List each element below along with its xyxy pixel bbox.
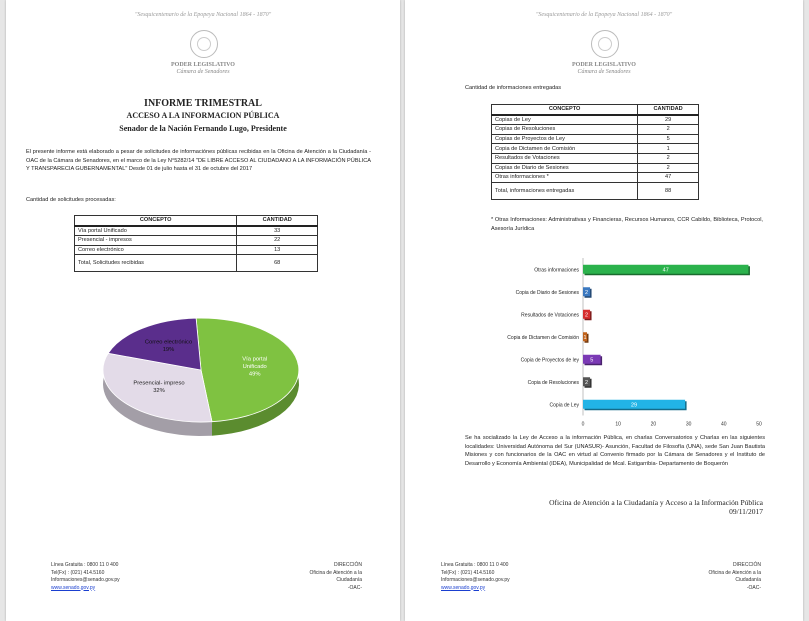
table-row (492, 163, 699, 173)
footer-office-line: -OAC- (347, 584, 362, 591)
footer-office-line: -OAC- (746, 584, 761, 591)
row-concept: Vía portal Unificado (75, 226, 237, 236)
brand-line-1: PODER LEGISLATIVO (572, 62, 636, 68)
table-row (492, 134, 699, 144)
col-header-cantidad: CANTIDAD (638, 105, 699, 115)
pie-slice-label: Correo electrónico (144, 339, 193, 346)
pie-slice-percent: 19% (162, 347, 175, 354)
footer-office-line: DIRECCIÓN (333, 562, 362, 568)
requests-table-caption: Cantidad de solicitudes procesadas: (26, 197, 116, 203)
x-tick-label: 40 (721, 421, 727, 428)
footer-email-line: Informaciones@senado.gov.py (441, 577, 510, 583)
report-page-2 (405, 0, 803, 621)
bar-value-label: 2 (584, 312, 589, 319)
row-value: 2 (638, 125, 699, 135)
total-concept: Total, informaciones entregadas (492, 182, 638, 199)
row-concept: Copias de Proyectos de Ley (492, 134, 638, 144)
pie-slice-percent: 32% (153, 387, 165, 394)
footer-email-line: Informaciones@senado.gov.py (51, 577, 120, 583)
row-value: 2 (638, 153, 699, 163)
row-concept: Copia de Dictamen de Comisión (492, 144, 638, 154)
footer-phone-line: Línea Gratuita : 0800 11 0 400 (441, 562, 509, 568)
row-concept: Resultados de Votaciones (492, 153, 638, 163)
brand-line-2: Cámara de Senadores (577, 69, 631, 75)
pie-slice-label: Presencial- impreso (133, 380, 185, 387)
bar-category-label: Copia de Diario de Sesiones (515, 289, 579, 296)
footer-contact (51, 562, 120, 592)
footer-office-line: DIRECCIÓN (732, 562, 761, 568)
delivered-bar-chart (425, 252, 785, 428)
table-total-row (492, 182, 699, 199)
row-value: 2 (638, 163, 699, 173)
senate-seal-icon (190, 30, 218, 58)
row-concept: Presencial - impresos (75, 236, 237, 246)
footer-office-line: Oficina de Atención a la (708, 569, 761, 576)
bar-value-label: 2 (584, 379, 589, 386)
table-row (75, 226, 318, 236)
row-concept: Correo electrónico (75, 245, 237, 255)
pie-slice-label: Vía portal (242, 356, 268, 363)
footer-office-line: Oficina de Atención a la (309, 569, 362, 576)
row-value: 5 (638, 134, 699, 144)
closing-paragraph: Se ha socializado la Ley de Acceso a la información Pública, en charlas Conversatorios y Charlas en las siguientes localidades: Universidad Autónoma del Sur (UNASUR)- Asunción, Facultad de Filosofía (UNA), sede San Juan Bautista Misiones y con funcionarios de la OAC en virtud al Convenio firmado por la Cámara de Senadores y el Instituto de Desarrollo y Economía Ambiental (IDEA), Municipalidad de Mcal. Estigarribia- Departamento de Boquerón (465, 435, 765, 467)
x-tick-label: 0 (581, 421, 585, 428)
bar-value-label: 5 (590, 357, 594, 364)
table-row (75, 245, 318, 255)
header-motto: "Sesquicentenario de la Epopeya Nacional 1864 - 1870" (134, 12, 272, 18)
footer-office (309, 562, 362, 592)
bar-category-label: Copia de Proyectos de ley (520, 357, 579, 364)
signature-office: Oficina de Atención a la Ciudadanía y Acceso a la Información Pública (549, 498, 763, 507)
col-header-concepto: CONCEPTO (75, 216, 237, 226)
footer-phone-line: Línea Gratuita : 0800 11 0 400 (51, 562, 119, 568)
x-tick-label: 50 (756, 421, 762, 428)
footer-contact (441, 562, 510, 592)
report-title: INFORME TRIMESTRAL (144, 98, 262, 109)
header-motto: "Sesquicentenario de la Epopeya Nacional 1864 - 1870" (535, 12, 673, 18)
row-concept: Copias de Ley (492, 115, 638, 125)
table-row (492, 144, 699, 154)
bar-value-label: 29 (630, 402, 638, 409)
bar-category-label: Copia de Ley (549, 402, 579, 409)
x-tick-label: 30 (685, 421, 692, 428)
table-row (75, 236, 318, 246)
bar-value-label: 1 (583, 334, 587, 341)
col-header-cantidad: CANTIDAD (237, 216, 318, 226)
row-concept: Copias de Diario de Sesiones (492, 163, 638, 173)
footer-office-line: Ciudadanía (735, 577, 761, 583)
row-value: 33 (237, 226, 318, 236)
row-concept: Otras informaciones * (492, 173, 638, 183)
report-person: Senador de la Nación Fernando Lugo, Presidente (119, 124, 287, 133)
table-footnote: * Otras Informaciones: Administrativas y Financieras, Recursos Humanos, CCR Cabildo, Biblioteca, Protocol, Asesoría Jurídica (491, 217, 763, 232)
col-header-concepto: CONCEPTO (492, 105, 638, 115)
row-value: 1 (638, 144, 699, 154)
bar-value-label: 2 (584, 289, 589, 296)
row-concept: Copias de Resoluciones (492, 125, 638, 135)
total-concept: Total, Solicitudes recibidas (75, 255, 237, 272)
total-value: 68 (237, 255, 318, 272)
intro-paragraph: El presente informe está elaborado a pesar de solicitudes de informaciónes públicas recibidas en la Oficina de Atención a la Ciudadanía -OAC de la Cámara de Senadores, en el marco de la Ley N°5282/14 "DE LIBRE ACCESO AL CIUDADANO A LA INFORMACIÓN PÚBLICA Y TRANSPARECIA GUBERNAMENTAL" Desde 01 de julio hasta el 31 de octubre del 2017 (26, 149, 371, 172)
table-row (492, 173, 699, 183)
bar-category-label: Resultados de Votaciones (521, 312, 579, 319)
pie-slice-percent: 49% (248, 371, 261, 378)
report-subtitle: ACCESO A LA INFORMACION PÚBLICA (126, 111, 280, 120)
table-row (492, 125, 699, 135)
footer-office (708, 562, 761, 592)
row-value: 29 (638, 115, 699, 125)
pie-slice-label: Unificado (242, 364, 267, 371)
brand-line-2: Cámara de Senadores (176, 69, 230, 75)
requests-table (74, 215, 318, 272)
total-value: 88 (638, 182, 699, 199)
bar-category-label: Otras informaciones (534, 267, 579, 274)
footer-website-link[interactable]: www.senado.gov.py (51, 584, 96, 591)
table-row (492, 153, 699, 163)
x-tick-label: 20 (650, 421, 657, 428)
x-tick-label: 10 (615, 421, 621, 428)
bar-category-label: Copia de Resoluciones (527, 379, 579, 386)
row-value: 13 (237, 245, 318, 255)
bar-value-label: 47 (662, 267, 669, 274)
signature-date: 09/11/2017 (729, 507, 763, 516)
footer-tel-line: Tel(Fx) : (021) 414.5160 (51, 569, 105, 576)
report-page-1 (6, 0, 400, 621)
brand-line-1: PODER LEGISLATIVO (171, 62, 235, 68)
table-total-row (75, 255, 318, 272)
footer-website-link[interactable]: www.senado.gov.py (441, 584, 486, 591)
requests-pie-chart (76, 300, 326, 460)
delivered-table (491, 104, 699, 200)
footer-tel-line: Tel(Fx) : (021) 414.5160 (441, 569, 495, 576)
bar-category-label: Copia de Dictamen de Comisión (507, 334, 579, 341)
row-value: 47 (638, 173, 699, 183)
delivered-table-caption: Cantidad de informaciones entregadas (465, 85, 562, 91)
row-value: 22 (237, 236, 318, 246)
footer-office-line: Ciudadanía (336, 577, 362, 583)
table-row (492, 115, 699, 125)
senate-seal-icon (591, 30, 619, 58)
